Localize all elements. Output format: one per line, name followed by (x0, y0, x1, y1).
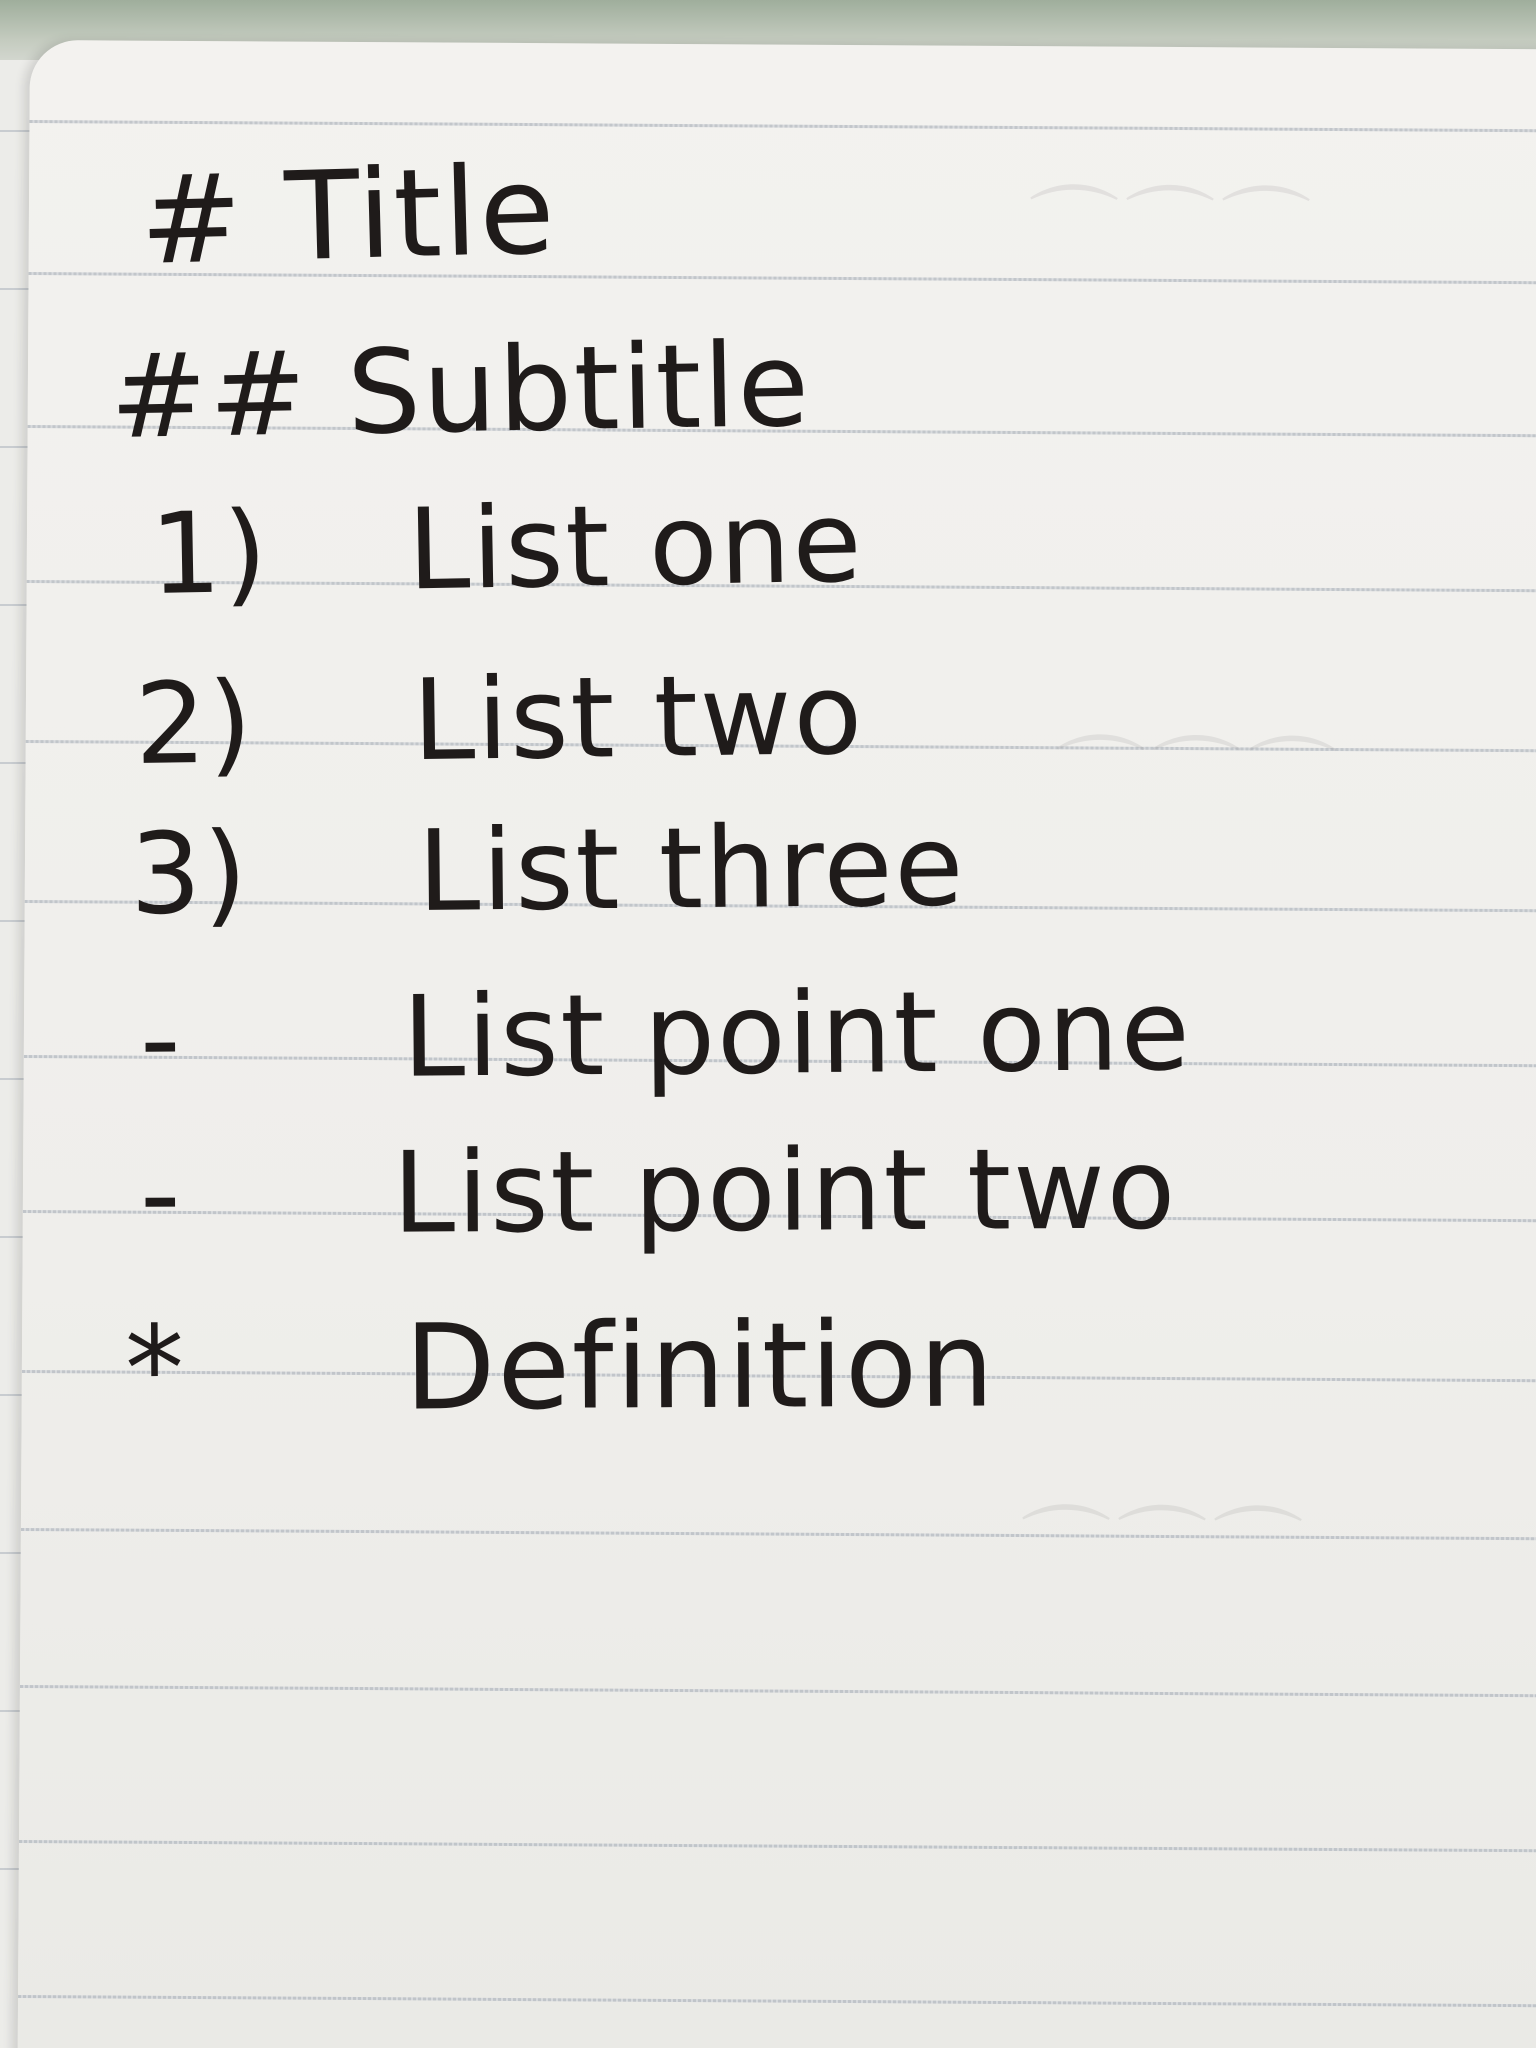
list-item-text: List point two (392, 1124, 1178, 1259)
bullet-list-item (139, 966, 1192, 1105)
numbered-list-item (134, 650, 865, 790)
subtitle-heading (109, 318, 812, 465)
dash-bullet: - (139, 974, 183, 1105)
bullet-list-item (140, 1125, 1178, 1260)
list-item-text: List three (416, 801, 966, 937)
list-item-text: List one (406, 477, 865, 616)
definition-item (125, 1295, 997, 1438)
asterisk-icon: * (124, 1299, 187, 1438)
list-number: 1) (148, 487, 271, 620)
list-item-text: List two (411, 649, 865, 787)
list-item-text: List point one (402, 965, 1193, 1103)
title-text: Title (283, 139, 559, 289)
subheading-hash-marker: ## (108, 326, 310, 465)
bleed-through-marks: ⌒⌒⌒ (1020, 1497, 1310, 1604)
numbered-list-item (129, 801, 966, 940)
bleed-through-marks: ⌒⌒⌒ (1028, 177, 1318, 284)
heading-hash-marker: # (138, 147, 247, 292)
definition-text: Definition (404, 1295, 997, 1437)
list-number: 2) (134, 658, 255, 790)
list-number: 3) (129, 808, 250, 940)
bleed-through-marks: ⌒⌒⌒ (1055, 727, 1344, 835)
subtitle-text: Subtitle (346, 317, 812, 461)
dash-bullet: - (139, 1129, 183, 1260)
title-heading (138, 139, 558, 292)
numbered-list-item (149, 478, 865, 620)
